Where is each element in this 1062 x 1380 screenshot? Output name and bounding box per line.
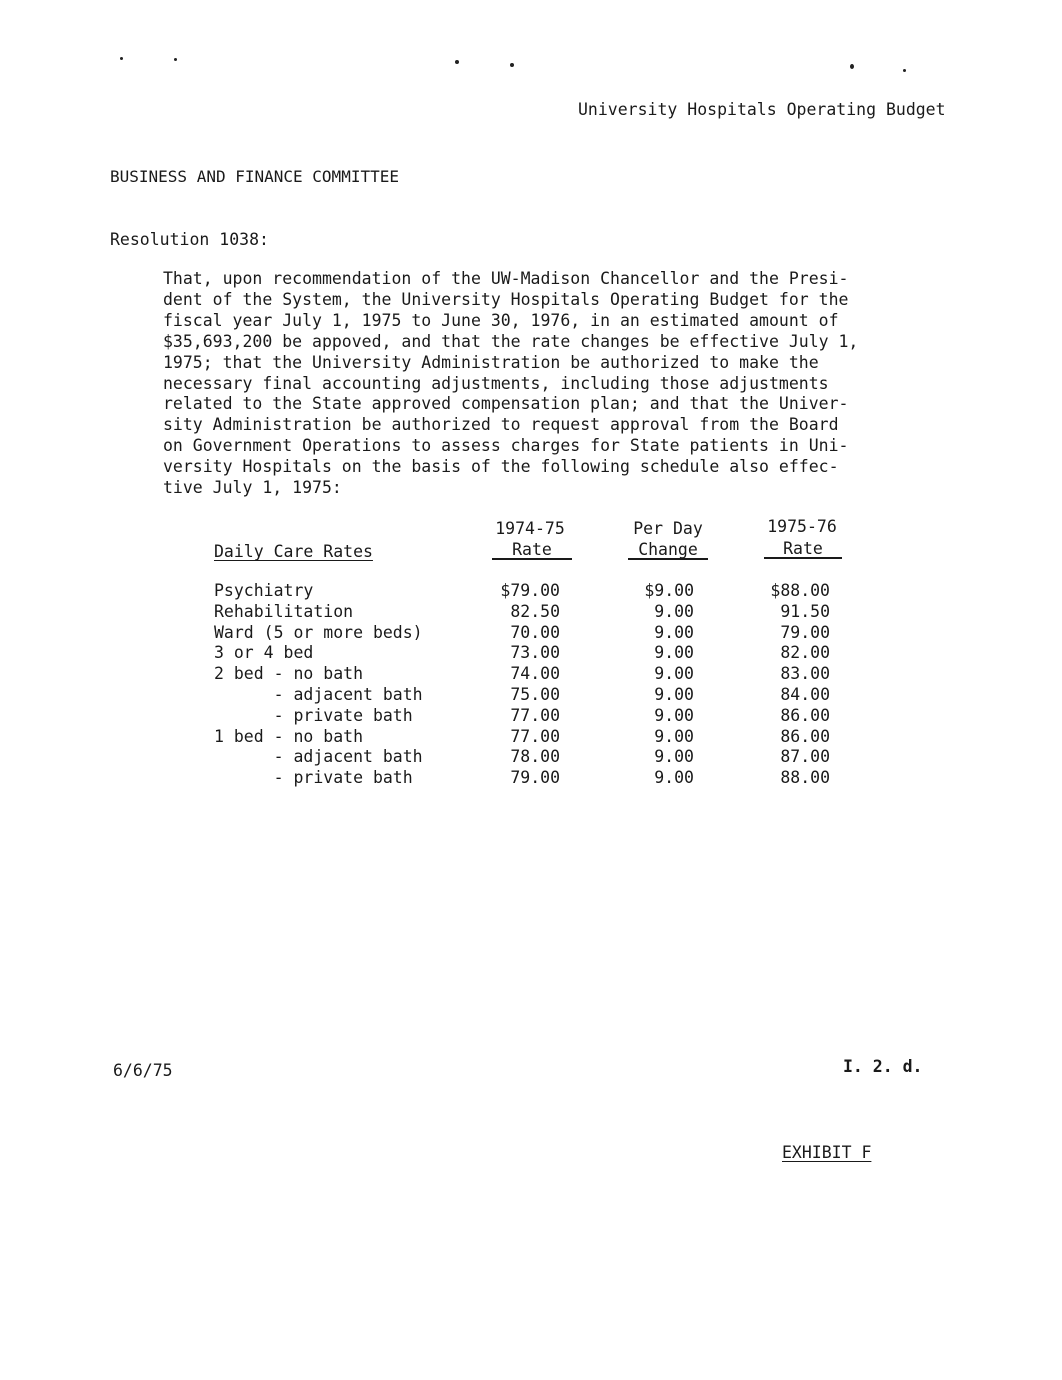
rate-category: Rehabilitation <box>214 602 354 621</box>
per-day-change: 9.00 <box>654 664 694 683</box>
rate-1975-76: 88.00 <box>780 768 830 787</box>
resolution-body-line: necessary final accounting adjustments, including those adjustments <box>163 373 829 393</box>
rate-category: 3 or 4 bed <box>214 643 314 662</box>
scan-speck <box>903 69 906 72</box>
rate-category: - adjacent bath <box>214 747 423 766</box>
rate-1975-76: 91.50 <box>780 602 830 621</box>
resolution-body <box>163 269 903 499</box>
rate-1974-75: 77.00 <box>510 727 560 746</box>
per-day-change: 9.00 <box>654 643 694 662</box>
rate-1975-76: 84.00 <box>780 685 830 704</box>
scan-speck <box>510 63 514 67</box>
scan-speck <box>174 58 177 61</box>
section-reference: I. 2. d. <box>843 1057 923 1076</box>
rate-1975-76: 83.00 <box>780 664 830 683</box>
resolution-body-line: dent of the System, the University Hospitals Operating Budget for the <box>163 289 849 309</box>
header-rate-1975-bottom: Rate <box>764 539 842 559</box>
committee-heading: BUSINESS AND FINANCE COMMITTEE <box>110 167 399 186</box>
per-day-change: 9.00 <box>654 623 694 642</box>
resolution-body-line: $35,693,200 be appoved, and that the rate changes be effective July 1, <box>163 331 859 351</box>
per-day-change: 9.00 <box>654 727 694 746</box>
resolution-body-line: 1975; that the University Administration be authorized to make the <box>163 352 819 372</box>
header-change-top: Per Day <box>633 519 703 538</box>
rate-category: - private bath <box>214 768 413 787</box>
per-day-change: 9.00 <box>654 602 694 621</box>
rate-category: 1 bed - no bath <box>214 727 364 746</box>
document-date: 6/6/75 <box>113 1061 173 1080</box>
per-day-change: 9.00 <box>654 685 694 704</box>
resolution-body-line: tive July 1, 1975: <box>163 478 342 498</box>
resolution-body-line: fiscal year July 1, 1975 to June 30, 1976, in an estimated amount of <box>163 310 839 330</box>
rate-1975-76: 86.00 <box>780 727 830 746</box>
per-day-change: $9.00 <box>644 581 694 600</box>
rate-1974-75: 70.00 <box>510 623 560 642</box>
header-category: Daily Care Rates <box>214 542 373 561</box>
header-rate-1974-bottom: Rate <box>492 540 572 560</box>
scan-speck <box>850 64 854 69</box>
scan-speck <box>455 60 459 64</box>
rate-category: - adjacent bath <box>214 685 423 704</box>
resolution-body-line: sity Administration be authorized to request approval from the Board <box>163 415 839 435</box>
rate-1974-75: 77.00 <box>510 706 560 725</box>
rate-1975-76: 82.00 <box>780 643 830 662</box>
resolution-body-line: versity Hospitals on the basis of the following schedule also effec- <box>163 457 839 477</box>
per-day-change: 9.00 <box>654 747 694 766</box>
rate-1974-75: 73.00 <box>510 643 560 662</box>
resolution-number: Resolution 1038: <box>110 230 269 249</box>
rate-category: Psychiatry <box>214 581 314 600</box>
rate-category: Ward (5 or more beds) <box>214 623 423 642</box>
per-day-change: 9.00 <box>654 768 694 787</box>
rate-category: 2 bed - no bath <box>214 664 364 683</box>
rate-1974-75: 78.00 <box>510 747 560 766</box>
rate-category: - private bath <box>214 706 413 725</box>
rate-1974-75: 82.50 <box>510 602 560 621</box>
document-header-title: University Hospitals Operating Budget <box>578 100 946 119</box>
rate-1974-75: 74.00 <box>510 664 560 683</box>
rate-1974-75: $79.00 <box>500 581 560 600</box>
resolution-body-line: That, upon recommendation of the UW-Madison Chancellor and the Presi- <box>163 269 849 288</box>
rate-1975-76: 86.00 <box>780 706 830 725</box>
exhibit-label: EXHIBIT F <box>782 1143 872 1162</box>
rate-1974-75: 79.00 <box>510 768 560 787</box>
scan-speck <box>120 57 123 60</box>
rate-1975-76: $88.00 <box>770 581 830 600</box>
rate-1975-76: 87.00 <box>780 747 830 766</box>
per-day-change: 9.00 <box>654 706 694 725</box>
header-change-bottom: Change <box>628 540 708 560</box>
rate-1975-76: 79.00 <box>780 623 830 642</box>
header-rate-1975-top: 1975-76 <box>767 517 837 536</box>
header-rate-1974-top: 1974-75 <box>495 519 565 538</box>
resolution-body-line: related to the State approved compensation plan; and that the Univer- <box>163 394 849 414</box>
resolution-body-line: on Government Operations to assess charges for State patients in Uni- <box>163 436 849 456</box>
rate-1974-75: 75.00 <box>510 685 560 704</box>
